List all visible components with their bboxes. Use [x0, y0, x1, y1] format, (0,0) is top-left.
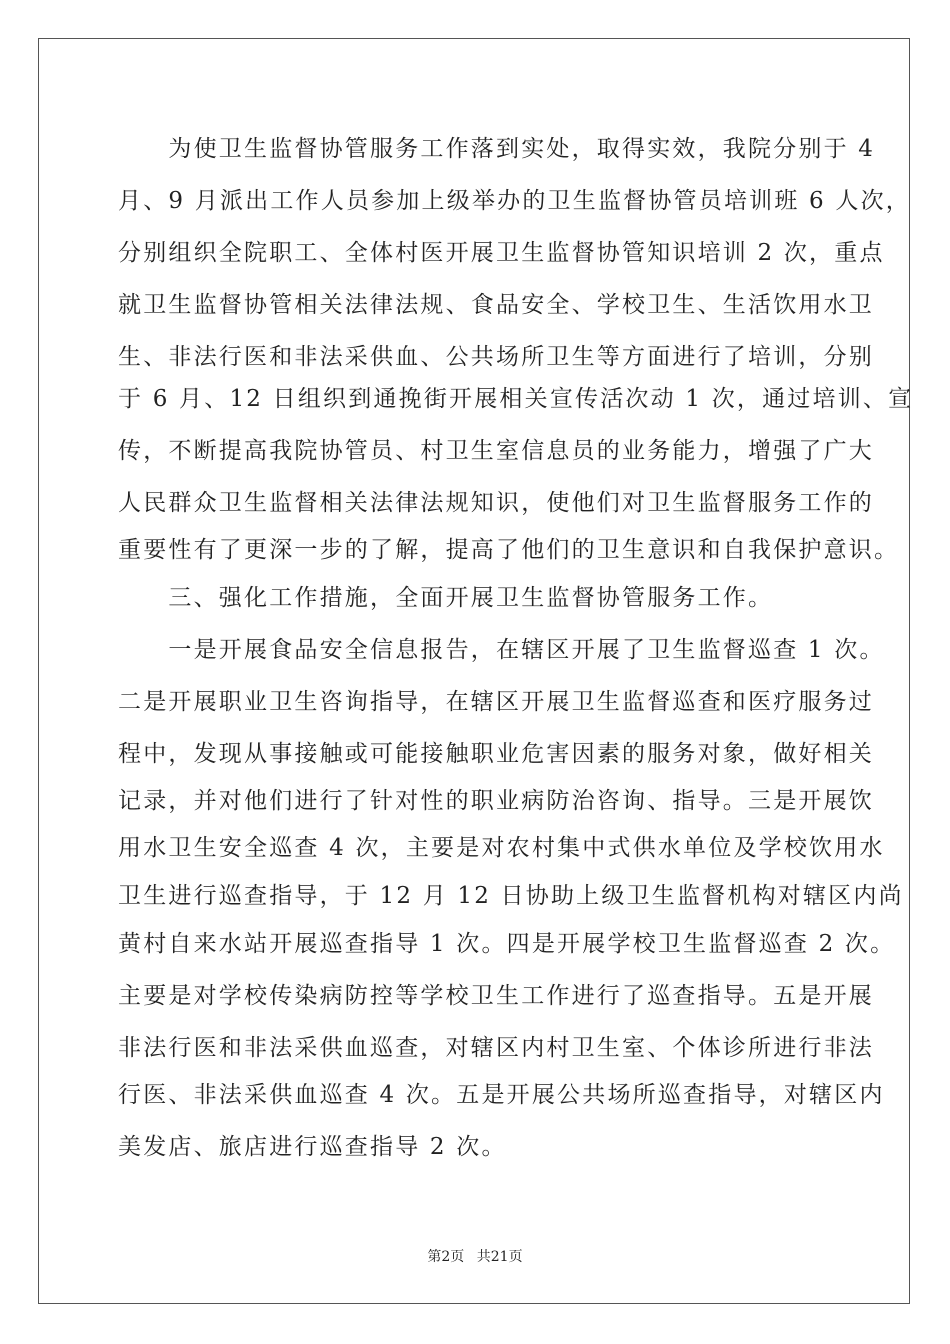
- page-number: 第2页: [427, 1249, 465, 1265]
- text-line: 行医、非法采供血巡查 4 次。五是开展公共场所巡查指导，对辖区内: [118, 1082, 885, 1108]
- text-line: 用水卫生安全巡查 4 次，主要是对农村集中式供水单位及学校饮用水: [118, 835, 885, 861]
- text-line: 就卫生监督协管相关法律法规、食品安全、学校卫生、生活饮用水卫: [118, 292, 874, 318]
- text-line: 生、非法行医和非法采供血、公共场所卫生等方面进行了培训，分别: [118, 344, 874, 370]
- text-line: 卫生进行巡查指导，于 12 月 12 日协助上级卫生监督机构对辖区内尚: [118, 883, 904, 909]
- text-line: 主要是对学校传染病防控等学校卫生工作进行了巡查指导。五是开展: [118, 983, 874, 1009]
- text-line: 美发店、旅店进行巡查指导 2 次。: [118, 1134, 507, 1160]
- text-line: 黄村自来水站开展巡查指导 1 次。四是开展学校卫生监督巡查 2 次。: [118, 931, 896, 957]
- text-line: 重要性有了更深一步的了解，提高了他们的卫生意识和自我保护意识。: [118, 537, 900, 563]
- text-line: 分别组织全院职工、全体村医开展卫生监督协管知识培训 2 次，重点: [118, 240, 885, 266]
- text-line: 二是开展职业卫生咨询指导，在辖区开展卫生监督巡查和医疗服务过: [118, 689, 874, 715]
- text-line: 于 6 月、12 日组织到通挽街开展相关宣传活次动 1 次，通过培训、宣: [118, 386, 914, 412]
- text-line: 记录，并对他们进行了针对性的职业病防治咨询、指导。三是开展饮: [118, 788, 874, 814]
- section-heading: 三、强化工作措施，全面开展卫生监督协管服务工作。: [118, 585, 774, 611]
- text-line: 程中，发现从事接触或可能接触职业危害因素的服务对象，做好相关: [118, 741, 874, 767]
- text-line: 一是开展食品安全信息报告，在辖区开展了卫生监督巡查 1 次。: [118, 637, 885, 663]
- text-line: 传，不断提高我院协管员、村卫生室信息员的业务能力，增强了广大: [118, 438, 874, 464]
- text-line: 为使卫生监督协管服务工作落到实处，取得实效，我院分别于 4: [118, 136, 876, 162]
- page-border: [38, 38, 910, 1304]
- text-line: 非法行医和非法采供血巡查，对辖区内村卫生室、个体诊所进行非法: [118, 1035, 874, 1061]
- text-line: 人民群众卫生监督相关法律法规知识，使他们对卫生监督服务工作的: [118, 490, 874, 516]
- page-total: 共21页: [476, 1249, 523, 1265]
- page-footer: [0, 1246, 950, 1266]
- text-line: 月、9 月派出工作人员参加上级举办的卫生监督协管员培训班 6 人次，: [118, 188, 911, 214]
